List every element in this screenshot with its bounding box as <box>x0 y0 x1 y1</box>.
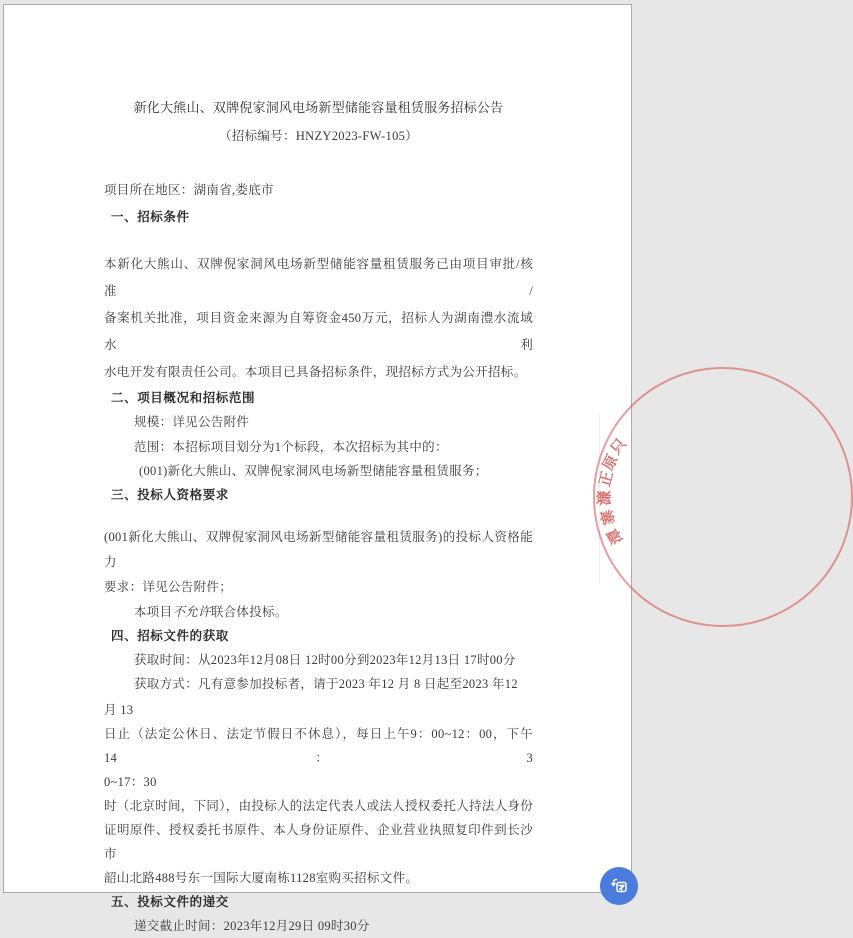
doc-no-jv-line <box>134 600 533 624</box>
seal-character: 原 <box>600 452 622 474</box>
doc-line: 韶山北路488号东一国际大厦南栋1128室购买招标文件。 <box>104 871 419 885</box>
doc-run-italic: 不允许 <box>172 605 211 619</box>
doc-line: 要求：详见公告附件； <box>104 580 233 594</box>
scan-fold-artifact <box>599 415 600 583</box>
doc-lot-line: (001)新化大熊山、双牌倪家洞风电场新型储能容量租赁服务； <box>139 464 488 478</box>
doc-line: 获取方式：凡有意参加投标者，请于2023 年12 月 8 日起至2023 年12 <box>134 677 518 691</box>
doc-title: 新化大熊山、双牌倪家洞风电场新型储能容量租赁服务招标公告 <box>133 100 504 115</box>
doc-line: 月 13 <box>104 703 134 717</box>
translate-fab-button[interactable] <box>600 867 638 905</box>
doc-deadline-line: 递交截止时间：2023年12月29日 09时30分 <box>134 919 370 933</box>
doc-obtain-time-line: 获取时间：从2023年12月08日 12时00分到2023年12月13日 17时00分 <box>134 653 516 667</box>
doc-line: 日止（法定公休日、法定节假日不休息），每日上午9：00~12：00，下午14：3 <box>104 727 533 765</box>
doc-line: 水电开发有限责任公司。本项目已具备招标条件，现招标方式为公开招标。 <box>104 365 527 379</box>
seal-character: 潭 <box>605 525 627 547</box>
doc-project-location: 项目所在地区：湖南省,娄底市 <box>104 183 274 197</box>
seal-ring <box>593 367 853 627</box>
doc-tender-number: （招标编号：HNZY2023-FW-105） <box>219 129 418 143</box>
section-heading-1: 一、招标条件 <box>111 210 190 224</box>
seal-character: 正 <box>597 469 617 489</box>
doc-line: 0~17：30 <box>104 775 157 789</box>
doc-line: 备案机关批准，项目资金来源为自筹资金450万元，招标人为湖南澧水流域水利 <box>104 311 533 352</box>
doc-line: (001新化大熊山、双牌倪家洞风电场新型储能容量租赁服务)的投标人资格能力 <box>104 530 533 569</box>
translate-icon <box>609 876 629 896</box>
document-body <box>104 5 533 938</box>
doc-line: 证明原件、授权委托书原件、本人身份证原件、企业营业执照复印件到长沙市 <box>104 823 533 861</box>
section-heading-4: 四、招标文件的获取 <box>111 629 229 643</box>
section-heading-2: 二、项目概况和招标范围 <box>111 391 256 405</box>
doc-line: 本新化大熊山、双牌倪家洞风电场新型储能容量租赁服务已由项目审批/核准/ <box>104 257 533 298</box>
section-heading-5: 五、投标文件的递交 <box>111 895 229 909</box>
doc-run: 本项目 <box>134 605 173 619</box>
doc-scope-line: 范围：本招标项目划分为1个标段，本次招标为其中的： <box>134 440 448 454</box>
section-heading-3: 三、投标人资格要求 <box>111 488 229 502</box>
seal-character: 濂 <box>597 490 613 506</box>
doc-scale-line: 规模：详见公告附件 <box>134 415 250 429</box>
doc-line: 时（北京时间，下同），由投标人的法定代表人或法人授权委托人持法人身份 <box>104 799 533 813</box>
seal-character: 只 <box>608 436 630 458</box>
seal-character: 寨 <box>599 507 619 527</box>
document-page <box>3 4 632 933</box>
doc-run: 联合体投标。 <box>210 605 288 619</box>
